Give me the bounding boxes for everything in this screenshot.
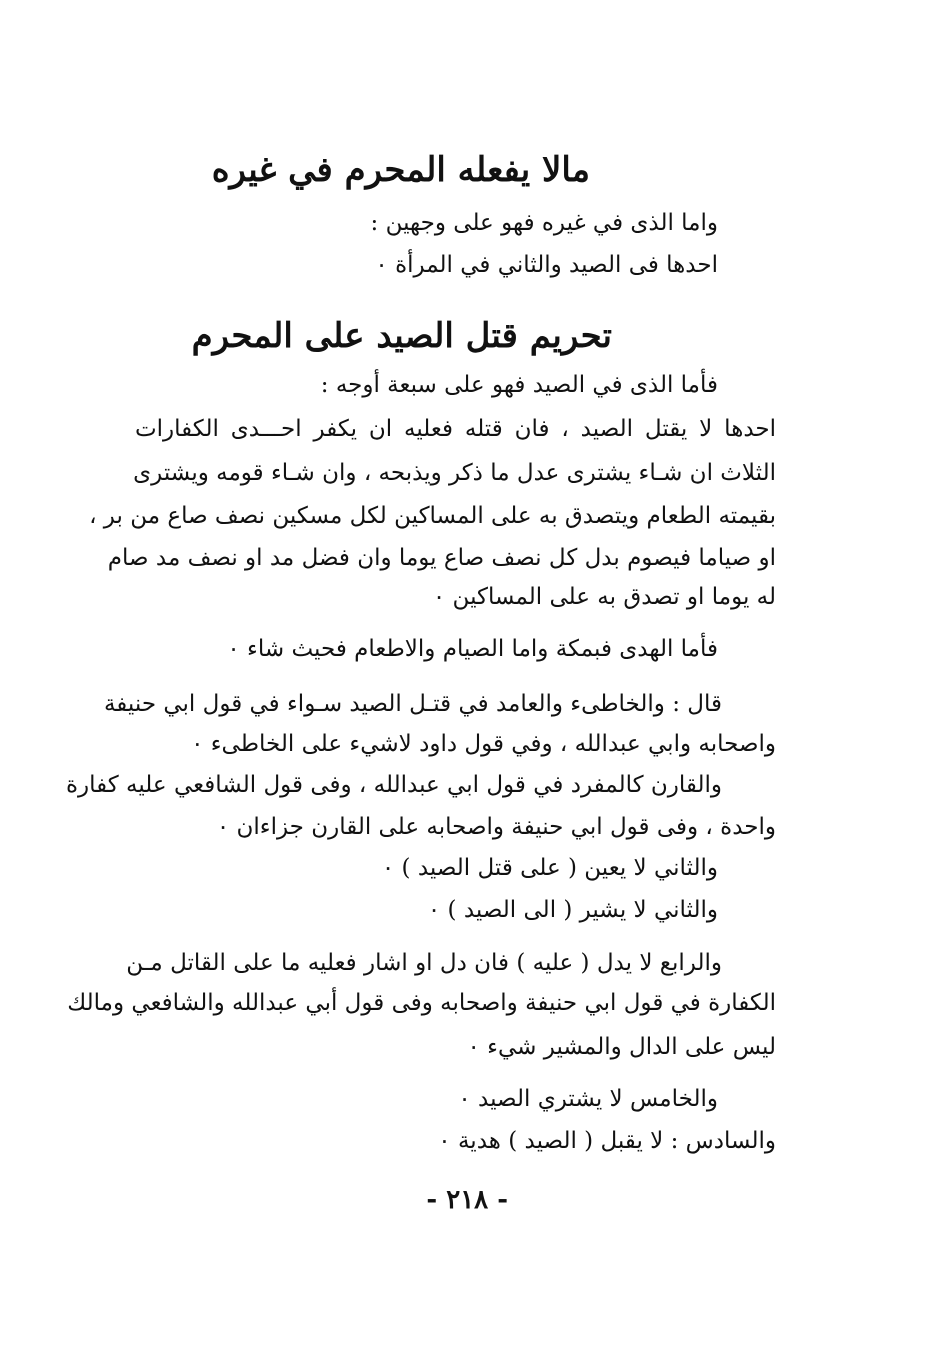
paragraph-4-line-1: والقارن كالمفرد في قول ابي عبدالله ، وفى قول الشافعي عليه كفارة	[65, 772, 722, 798]
section-heading-non-permitted-acts: مالا يفعله المحرم في غيره	[211, 150, 590, 190]
paragraph-1-line-2: الثلاث ان شـاء يشترى عدل ما ذكر ويذبحه ، وان شـاء قومه ويشترى	[133, 460, 776, 486]
paragraph-5-line-1: والرابع لا يدل ( عليه ) فان دل او اشار فعليه ما على القاتل مـن	[126, 950, 722, 976]
paragraph-1-line-5: له يوما او تصدق به على المساكين ٠	[432, 584, 776, 610]
paragraph-2-line: فأما الهدى فبمكة واما الصيام والاطعام فحيث شاء ٠	[227, 636, 718, 662]
paragraph-1-line-4: او صياما فيصوم بدل كل نصف صاع يوما وان فضل مد او نصف مد صام	[107, 545, 776, 571]
paragraph-5-line-3: ليس على الدال والمشير شيء ٠	[467, 1034, 776, 1060]
intro-line-2: احدها فى الصيد والثاني في المرأة ٠	[375, 252, 718, 278]
paragraph-3-line-2: واصحابه وابي عبدالله ، وفي قول داود لاشيء على الخاطىء ٠	[191, 731, 776, 757]
paragraph-4-line-2: واحدة ، وفى قول ابي حنيفة واصحابه على القارن جزاءان ٠	[216, 814, 776, 840]
paragraph-1-line-1: احدها لا يقتل الصيد ، فان قتله فعليه ان يكفر احـــدى الكفارات	[135, 416, 776, 442]
point-line-2: والثاني لا يشير ( الى الصيد ) ٠	[427, 897, 718, 923]
paragraph-1-line-3: بقيمته الطعام ويتصدق به على المساكين لكل مسكين نصف صاع من بر ،	[89, 503, 776, 529]
closing-line-2: والسادس : لا يقبل ( الصيد ) هدية ٠	[438, 1128, 776, 1154]
paragraph-3-line-1: قال : والخاطىء والعامد في قتـل الصيد سـواء في قول ابي حنيفة	[103, 691, 722, 717]
section-heading-hunting-prohibition: تحريم قتل الصيد على المحرم	[191, 316, 612, 356]
intro-line-1: واما الذى في غيره فهو على وجهين :	[370, 210, 718, 236]
paragraph-5-line-2: الكفارة في قول ابي حنيفة واصحابه وفى قول أبي عبدالله والشافعي ومالك	[67, 990, 776, 1016]
closing-line-1: والخامس لا يشتري الصيد ٠	[458, 1086, 718, 1112]
section-intro-line: فأما الذى في الصيد فهو على سبعة أوجه :	[320, 372, 718, 398]
point-line-1: والثاني لا يعين ( على قتل الصيد ) ٠	[381, 855, 718, 881]
page-number: - ٢١٨ -	[426, 1185, 508, 1215]
